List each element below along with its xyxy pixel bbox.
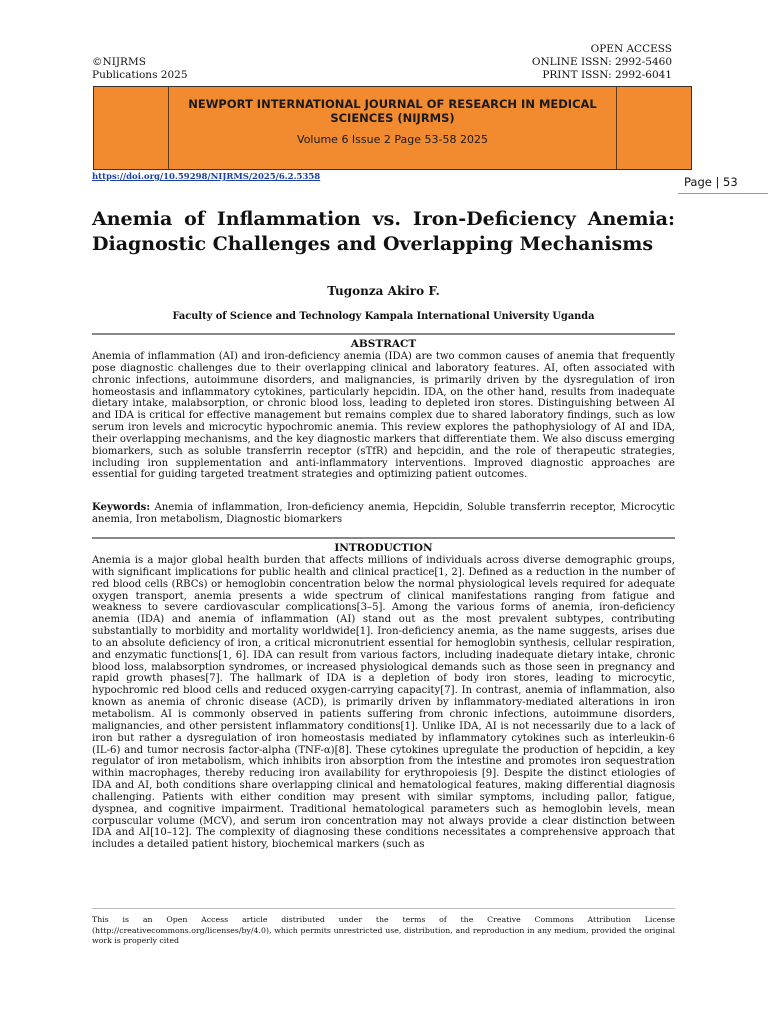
article-title: Anemia of Inflammation vs. Iron-Deficiency Anemia: Diagnostic Challenges and Overlapping Mechanisms bbox=[92, 208, 675, 255]
author-name: Tugonza Akiro F. bbox=[327, 284, 440, 298]
volume-line: Volume 6 Issue 2 Page 53-58 2025 bbox=[297, 133, 488, 146]
introduction-text: Anemia is a major global health burden that affects millions of individuals across diverse demographic groups, with significant implications for public health and clinical practice[1, 2]. Defined as a reduction in the number of red blood cells (RBCs) or hemoglobin concentration below the normal physiological levels required for adequate oxygen transport, anemia presents a wide spectrum of clinical manifestations ranging from fatigue and weakness to severe cardiovascular complications[3–5]. Among the various forms of anemia, iron-deficiency anemia (IDA) and anemia of inflammation (AI) stand out as the most prevalent subtypes, contributing substantially to morbidity and mortality worldwide[1]. Iron-deficiency anemia, as the name suggests, arises due to an absolute deficiency of iron, a critical micronutrient essential for hemoglobin synthesis, cellular respiration, and enzymatic functions[1, 6]. IDA can result from various factors, including inadequate dietary intake, chronic blood loss, malabsorption syndromes, or increased physiological demands such as those seen in pregnancy and rapid growth phases[7]. The hallmark of IDA is a depletion of body iron stores, leading to microcytic, hypochromic red blood cells and reduced oxygen-carrying capacity[7]. In contrast, anemia of inflammation, also known as anemia of chronic disease (ACD), is primarily driven by inflammatory-mediated alterations in iron metabolism. AI is commonly observed in patients suffering from chronic infections, autoimmune disorders, malignancies, and other persistent inflammatory conditions[1]. Unlike IDA, AI is not necessarily due to a lack of iron but rather a dysregulation of iron homeostasis mediated by inflammatory cytokines such as interleukin-6 (IL-6) and tumor necrosis factor-alpha (TNF-α)[8]. These cytokines upregulate the production of hepcidin, a key regulator of iron metabolism, which inhibits iron absorption from the intestine and promotes iron sequestration within macrophages, thereby reducing iron availability for erythropoiesis [9]. Despite the distinct etiologies of IDA and AI, both conditions share overlapping clinical and hematological features, making differential diagnosis challenging. Patients with either condition may present with similar symptoms, including pallor, fatigue, dyspnea, and cognitive impairment. Traditional hematological parameters such as hemoglobin levels, mean corpuscular volume (MCV), and serum iron concentration may not always provide a clear distinction between IDA and AI[10–12]. The complexity of diagnosing these conditions necessitates a comprehensive approach that includes a detailed patient history, biochemical markers (such as bbox=[92, 555, 675, 851]
banner-text bbox=[168, 97, 617, 147]
author-affiliation: Faculty of Science and Technology Kampala International University Uganda bbox=[172, 311, 595, 322]
license-footer: This is an Open Access article distributed under the terms of the Creative Commons Attribution License (http://creativecommons.org/licenses/by/4.0), which permits unrestricted use, distribution, and reproduction in any medium, provided the original work is properly cited bbox=[92, 915, 675, 945]
keywords-list: Anemia of inflammation, Iron-deficiency anemia, Hepcidin, Soluble transferrin receptor, Microcytic anemia, Iron metabolism, Diagnostic biomarkers bbox=[92, 502, 675, 525]
keywords-label: Keywords: bbox=[92, 502, 151, 513]
doi-link[interactable]: https://doi.org/10.59298/NIJRMS/2025/6.2.5358 bbox=[92, 172, 321, 182]
keywords bbox=[92, 502, 675, 526]
abstract-top-rule bbox=[92, 333, 675, 335]
intro-top-rule bbox=[92, 537, 675, 539]
open-access-label: OPEN ACCESS bbox=[590, 43, 672, 55]
abstract-heading: ABSTRACT bbox=[350, 338, 417, 350]
page-number: Page | 53 bbox=[684, 175, 738, 189]
journal-banner bbox=[93, 86, 692, 170]
online-issn: ONLINE ISSN: 2992-5460 bbox=[531, 56, 672, 68]
copyright-label: ©NIJRMS bbox=[92, 56, 146, 68]
header-left bbox=[92, 56, 188, 82]
journal-title: NEWPORT INTERNATIONAL JOURNAL OF RESEARCH IN MEDICAL SCIENCES (NIJRMS) bbox=[188, 97, 597, 125]
print-issn: PRINT ISSN: 2992-6041 bbox=[542, 69, 672, 81]
abstract-text: Anemia of inflammation (AI) and iron-deficiency anemia (IDA) are two common causes of anemia that frequently pose diagnostic challenges due to their overlapping clinical and laboratory features. AI, often associated with chronic infections, autoimmune disorders, and malignancies, is primarily driven by the dysregulation of iron homeostasis and inflammatory cytokines, particularly hepcidin. IDA, on the other hand, results from inadequate dietary intake, malabsorption, or chronic blood loss, leading to depleted iron stores. Distinguishing between AI and IDA is critical for effective management but remains complex due to shared laboratory findings, such as low serum iron levels and microcytic hypochromic anemia. This review explores the pathophysiology of AI and IDA, their overlapping mechanisms, and the key diagnostic markers that differentiate them. We also discuss emerging biomarkers, such as soluble transferrin receptor (sTfR) and hepcidin, and the role of therapeutic strategies, including iron supplementation and anti-inflammatory interventions. Improved diagnostic approaches are essential for guiding targeted treatment strategies and optimizing patient outcomes. bbox=[92, 351, 675, 481]
header-right bbox=[532, 43, 672, 82]
introduction-heading: INTRODUCTION bbox=[334, 542, 433, 554]
page-number-rule bbox=[678, 193, 768, 194]
publications-year: Publications 2025 bbox=[92, 69, 188, 81]
footer-rule bbox=[92, 908, 675, 909]
